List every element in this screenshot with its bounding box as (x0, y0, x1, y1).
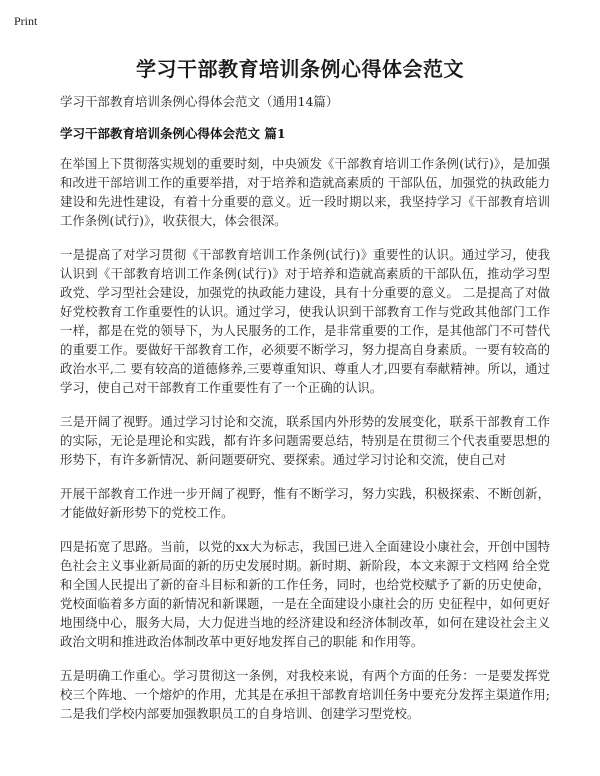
paragraph-5: 四是拓宽了思路。当前，以党的xx大为标志，我国已进入全面建设小康社会，开创中国特色社会主义事业新局面的新的历史发展时期。新时期、新阶段，本文来源于文档网 给全党和全国人民提出了新的奋斗目标和新的工作任务，同时，也给党校赋予了新的历史使命，党校面临着多方面的新情况和新课题，一是在全面建设小康社会的历 史征程中，如何更好地围绕中心，服务大局，大力促进当地的经济建设和经济体制改革，如何在建设社会主义政治文明和推进政治体制改革中更好地发挥自己的职能 和作用等。 (60, 539, 550, 649)
paragraph-4: 开展干部教育工作进一步开阔了视野，惟有不断学习，努力实践，积极探索、不断创新，才能做好新形势下的党校工作。 (60, 486, 550, 520)
paragraph-3: 三是开阔了视野。通过学习讨论和交流，联系国内外形势的发展变化，联系干部教育工作的实际，无论是理论和实践，都有许多问题需要总结，特别是在贯彻三个代表重要思想的形势下，有许多新情况、新问题要研究、要探索。通过学习讨论和交流，使自己对 (60, 414, 550, 467)
document-subtitle: 学习干部教育培训条例心得体会范文（通用14篇） (60, 94, 339, 109)
print-link[interactable]: Print (14, 14, 38, 28)
document-title: 学习干部教育培训条例心得体会范文 (136, 57, 464, 81)
document-body (60, 154, 550, 738)
section-heading: 学习干部教育培训条例心得体会范文 篇1 (60, 126, 286, 141)
paragraph-1: 在举国上下贯彻落实规划的重要时刻，中央颁发《干部教育培训工作条例(试行)》，是加强和改进干部培训工作的重要举措，对于培养和造就高素质的 干部队伍，加强党的执政能力建设和先进性建设，有着十分重要的意义。近一段时期以来，我坚持学习《干部教育培训工作条例(试行)》，收获很大，体会很深。 (60, 156, 550, 228)
paragraph-2: 一是提高了对学习贯彻《干部教育培训工作条例(试行)》重要性的认识。通过学习，使我认识到《干部教育培训工作条例(试行)》对于培养和造就高素质的干部队伍，推动学习型政党、学习型社会建设，加强党的执政能力建设，具有十分重要的意义。 二是提高了对做好党校教育工作重要性的认识。通过学习，使我认识到干部教育工作与党政其他部门工作一样，都是在党的领导下，为人民服务的工作，是非常重要的工作，是其他部门不可替代的重要工作。要做好干部教育工作，必须要不断学习，努力提高自身素质。一要有较高的政治水平,二 要有较高的道德修养,三要尊重知识、尊重人才,四要有奉献精神。所以，通过学习，使自己对干部教育工作重要性有了一个正确的认识。 (60, 247, 550, 395)
paragraph-6: 五是明确工作重心。学习贯彻这一条例，对我校来说，有两个方面的任务：一是要发挥党校三个阵地、一个熔炉的作用，尤其是在承担干部教育培训任务中要充分发挥主渠道作用;二是我们学校内部要加强教职员工的自身培训、创建学习型党校。 (60, 668, 550, 721)
